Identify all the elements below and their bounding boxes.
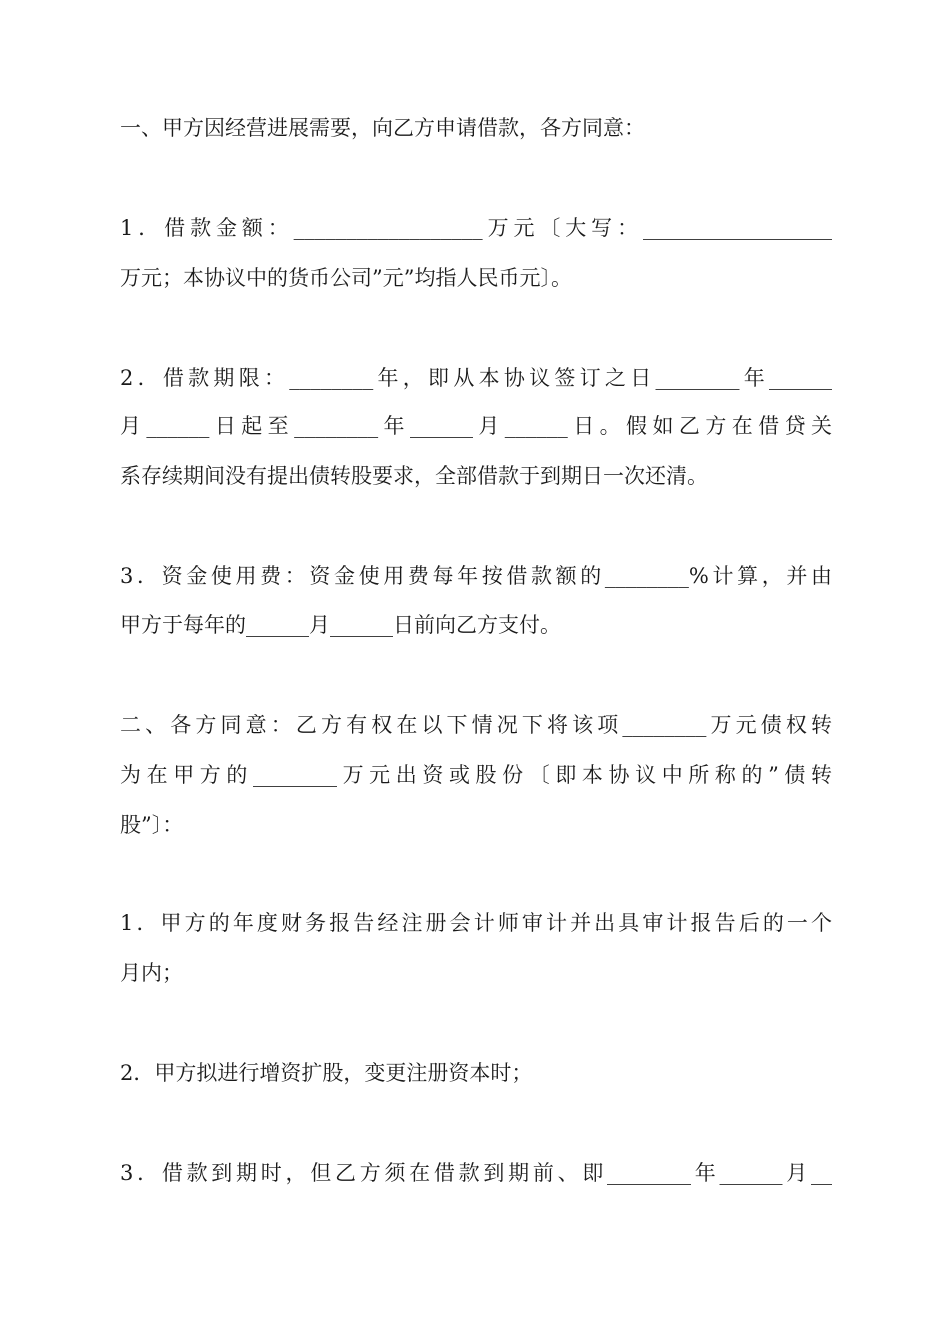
condition-one-line-2: 月内； [120,961,183,985]
usage-fee-line-1: 3．资金使用费：资金使用费每年按借款额的________%计算，并由 [120,564,832,588]
condition-two-line: 2．甲方拟进行增资扩股，变更注册资本时； [120,1061,533,1085]
loan-amount-line-2: 万元；本协议中的货币公司”元”均指人民币元〕。 [120,266,572,290]
loan-term-line-3: 系存续期间没有提出债转股要求，全部借款于到期日一次还清。 [120,464,708,488]
condition-three-line: 3．借款到期时，但乙方须在借款到期前、即________年______月__ [120,1161,832,1185]
condition-one-line-1: 1．甲方的年度财务报告经注册会计师审计并出具审计报告后的一个 [120,911,832,935]
loan-amount-line-1: 1．借款金额：__________________万元〔大写：__________________ [120,216,832,240]
section-one-heading: 一、甲方因经营进展需要，向乙方申请借款，各方同意： [120,116,645,140]
section-two-line-1: 二、各方同意：乙方有权在以下情况下将该项________万元债权转 [120,713,832,737]
loan-term-line-1: 2．借款期限：________年，即从本协议签订之日________年______ [120,366,832,390]
section-two-line-2: 为在甲方的________万元出资或股份〔即本协议中所称的”债转 [120,763,832,787]
section-two-line-3: 股”〕： [120,813,184,837]
loan-term-line-2: 月______日起至________年______月______日。假如乙方在借贷关 [120,414,832,438]
usage-fee-line-2: 甲方于每年的______月______日前向乙方支付。 [120,613,561,637]
